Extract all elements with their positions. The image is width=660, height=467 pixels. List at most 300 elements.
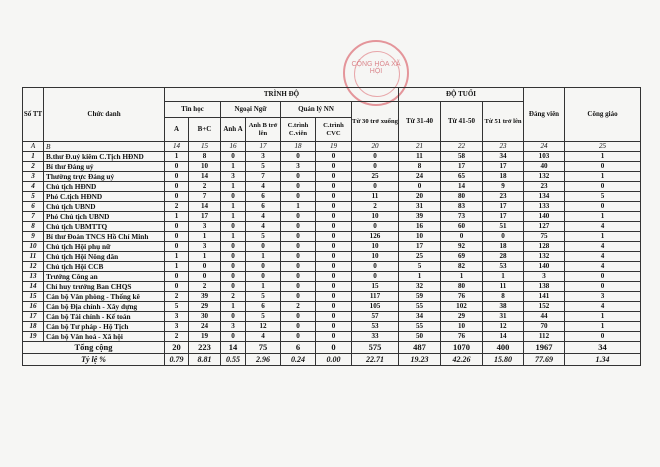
table-row bbox=[23, 242, 641, 252]
table-row bbox=[23, 292, 641, 302]
table-row bbox=[23, 192, 641, 202]
column-number: 21 bbox=[399, 142, 441, 152]
row-value: 0 bbox=[281, 172, 316, 182]
row-value: 126 bbox=[352, 232, 399, 242]
table-row bbox=[23, 222, 641, 232]
row-value: 19 bbox=[189, 332, 221, 342]
row-title: Chủ tịch Hội Nông dân bbox=[44, 252, 165, 262]
percent-value: 1.34 bbox=[565, 354, 641, 366]
row-value: 0 bbox=[316, 152, 352, 162]
row-value: 1 bbox=[165, 212, 189, 222]
row-value: 0 bbox=[281, 322, 316, 332]
row-value: 0 bbox=[221, 272, 246, 282]
row-value: 17 bbox=[441, 162, 483, 172]
row-value: 0 bbox=[281, 222, 316, 232]
percent-value: 0.55 bbox=[221, 354, 246, 366]
row-number: 12 bbox=[23, 262, 44, 272]
table-row bbox=[23, 162, 641, 172]
row-value: 1 bbox=[165, 252, 189, 262]
header-tin-hoc: Tin học bbox=[165, 102, 221, 118]
row-value: 29 bbox=[189, 302, 221, 312]
header-bc: B+C bbox=[189, 118, 221, 142]
row-title: Cán bộ Văn phòng - Thống kê bbox=[44, 292, 165, 302]
row-number: 1 bbox=[23, 152, 44, 162]
percent-value: 19.23 bbox=[399, 354, 441, 366]
row-title: Cán bộ Văn hoá - Xã hội bbox=[44, 332, 165, 342]
percent-value: 0.79 bbox=[165, 354, 189, 366]
percent-value: 15.80 bbox=[483, 354, 524, 366]
row-value: 0 bbox=[565, 282, 641, 292]
row-number: 10 bbox=[23, 242, 44, 252]
table-body bbox=[23, 142, 641, 366]
header-dang-vien: Đảng viên bbox=[524, 88, 565, 142]
row-value: 4 bbox=[246, 182, 281, 192]
header-t31: Từ 31-40 bbox=[399, 102, 441, 142]
row-value: 0 bbox=[316, 232, 352, 242]
row-value: 12 bbox=[483, 322, 524, 332]
row-value: 5 bbox=[165, 302, 189, 312]
row-value: 5 bbox=[246, 232, 281, 242]
row-value: 0 bbox=[565, 202, 641, 212]
row-value: 70 bbox=[524, 322, 565, 332]
row-value: 0 bbox=[316, 252, 352, 262]
row-value: 5 bbox=[246, 312, 281, 322]
row-value: 0 bbox=[352, 182, 399, 192]
row-value: 4 bbox=[246, 222, 281, 232]
row-value: 20 bbox=[399, 192, 441, 202]
total-value: 1967 bbox=[524, 342, 565, 354]
row-value: 65 bbox=[441, 172, 483, 182]
row-value: 9 bbox=[483, 182, 524, 192]
row-value: 24 bbox=[399, 172, 441, 182]
row-value: 0 bbox=[165, 272, 189, 282]
row-value: 1 bbox=[399, 272, 441, 282]
row-value: 73 bbox=[441, 212, 483, 222]
row-value: 0 bbox=[281, 242, 316, 252]
row-value: 69 bbox=[441, 252, 483, 262]
row-value: 0 bbox=[281, 282, 316, 292]
row-value: 0 bbox=[246, 272, 281, 282]
row-value: 0 bbox=[221, 282, 246, 292]
row-value: 133 bbox=[524, 202, 565, 212]
row-value: 0 bbox=[316, 292, 352, 302]
row-value: 127 bbox=[524, 222, 565, 232]
column-number: 23 bbox=[483, 142, 524, 152]
row-value: 0 bbox=[316, 222, 352, 232]
row-value: 3 bbox=[221, 172, 246, 182]
row-value: 140 bbox=[524, 212, 565, 222]
row-value: 11 bbox=[399, 152, 441, 162]
row-value: 10 bbox=[441, 322, 483, 332]
total-value: 34 bbox=[565, 342, 641, 354]
row-value: 0 bbox=[316, 272, 352, 282]
row-value: 2 bbox=[165, 202, 189, 212]
row-value: 32 bbox=[399, 282, 441, 292]
total-value: 14 bbox=[221, 342, 246, 354]
row-value: 1 bbox=[189, 252, 221, 262]
row-value: 2 bbox=[221, 292, 246, 302]
row-value: 134 bbox=[524, 192, 565, 202]
row-value: 5 bbox=[565, 192, 641, 202]
row-value: 55 bbox=[399, 322, 441, 332]
row-value: 4 bbox=[565, 262, 641, 272]
row-value: 4 bbox=[565, 222, 641, 232]
table-row bbox=[23, 262, 641, 272]
total-label: Tổng cộng bbox=[23, 342, 165, 354]
row-number: 2 bbox=[23, 162, 44, 172]
header-do-tuoi: ĐỘ TUỔI bbox=[399, 88, 524, 102]
row-value: 4 bbox=[246, 332, 281, 342]
total-value: 1070 bbox=[441, 342, 483, 354]
row-value: 2 bbox=[352, 202, 399, 212]
row-value: 33 bbox=[352, 332, 399, 342]
row-value: 14 bbox=[189, 172, 221, 182]
row-value: 34 bbox=[483, 152, 524, 162]
total-value: 400 bbox=[483, 342, 524, 354]
row-value: 39 bbox=[399, 212, 441, 222]
table-row bbox=[23, 322, 641, 332]
row-number: 15 bbox=[23, 292, 44, 302]
percent-value: 2.96 bbox=[246, 354, 281, 366]
row-value: 0 bbox=[316, 282, 352, 292]
row-value: 103 bbox=[524, 152, 565, 162]
header-ctrinh-cvc: C.trình CVC bbox=[316, 118, 352, 142]
row-value: 31 bbox=[483, 312, 524, 322]
header-anh-a: Anh A bbox=[221, 118, 246, 142]
official-seal: CỘNG HÒA XÃ HỘI bbox=[343, 40, 409, 106]
row-value: 4 bbox=[565, 252, 641, 262]
column-number: 22 bbox=[441, 142, 483, 152]
row-value: 0 bbox=[352, 162, 399, 172]
row-value: 0 bbox=[316, 212, 352, 222]
row-value: 141 bbox=[524, 292, 565, 302]
total-value: 6 bbox=[281, 342, 316, 354]
table-row bbox=[23, 312, 641, 322]
row-value: 0 bbox=[281, 232, 316, 242]
row-value: 112 bbox=[524, 332, 565, 342]
row-title: Chỉ huy trưởng Ban CHQS bbox=[44, 282, 165, 292]
row-value: 3 bbox=[281, 162, 316, 172]
row-value: 4 bbox=[565, 302, 641, 312]
row-value: 0 bbox=[246, 242, 281, 252]
row-title: Chủ tịch HĐND bbox=[44, 182, 165, 192]
row-value: 24 bbox=[189, 322, 221, 332]
header-trinh-do: TRÌNH ĐỘ bbox=[165, 88, 399, 102]
row-number: 9 bbox=[23, 232, 44, 242]
percent-value: 8.81 bbox=[189, 354, 221, 366]
column-number: 19 bbox=[316, 142, 352, 152]
percent-label: Tỷ lệ % bbox=[23, 354, 165, 366]
row-value: 0 bbox=[281, 212, 316, 222]
row-value: 132 bbox=[524, 172, 565, 182]
row-value: 1 bbox=[221, 212, 246, 222]
row-value: 1 bbox=[281, 202, 316, 212]
row-value: 11 bbox=[352, 192, 399, 202]
row-value: 39 bbox=[189, 292, 221, 302]
row-value: 0 bbox=[221, 222, 246, 232]
row-value: 31 bbox=[399, 202, 441, 212]
row-value: 0 bbox=[316, 262, 352, 272]
row-value: 0 bbox=[281, 262, 316, 272]
row-value: 0 bbox=[281, 192, 316, 202]
header-tu30: Từ 30 trở xuống bbox=[352, 102, 399, 142]
row-title: B.thư Đ.uỷ kiêm C.Tịch HĐND bbox=[44, 152, 165, 162]
row-value: 5 bbox=[246, 292, 281, 302]
row-value: 80 bbox=[441, 192, 483, 202]
row-value: 0 bbox=[281, 252, 316, 262]
row-value: 3 bbox=[221, 322, 246, 332]
row-value: 17 bbox=[483, 212, 524, 222]
row-value: 0 bbox=[189, 272, 221, 282]
row-value: 3 bbox=[246, 152, 281, 162]
row-value: 102 bbox=[441, 302, 483, 312]
row-value: 58 bbox=[441, 152, 483, 162]
row-value: 138 bbox=[524, 282, 565, 292]
row-title: Phó Chủ tịch UBND bbox=[44, 212, 165, 222]
row-value: 1 bbox=[441, 272, 483, 282]
row-title: Chủ tịch Hội phụ nữ bbox=[44, 242, 165, 252]
row-value: 2 bbox=[165, 292, 189, 302]
row-value: 0 bbox=[316, 182, 352, 192]
row-value: 76 bbox=[441, 332, 483, 342]
row-value: 75 bbox=[524, 232, 565, 242]
row-title: Bí thư Đoàn TNCS Hồ Chí Minh bbox=[44, 232, 165, 242]
row-number: 16 bbox=[23, 302, 44, 312]
row-value: 1 bbox=[483, 272, 524, 282]
row-value: 17 bbox=[483, 162, 524, 172]
total-row bbox=[23, 342, 641, 354]
row-value: 53 bbox=[483, 262, 524, 272]
percent-row bbox=[23, 354, 641, 366]
row-number: 5 bbox=[23, 192, 44, 202]
row-value: 6 bbox=[246, 192, 281, 202]
row-value: 2 bbox=[189, 282, 221, 292]
row-value: 51 bbox=[483, 222, 524, 232]
row-value: 59 bbox=[399, 292, 441, 302]
header-chuc-danh: Chức danh bbox=[44, 88, 165, 142]
row-value: 16 bbox=[399, 222, 441, 232]
row-value: 1 bbox=[221, 232, 246, 242]
row-value: 4 bbox=[246, 212, 281, 222]
personnel-table bbox=[22, 87, 641, 366]
row-value: 53 bbox=[352, 322, 399, 332]
row-value: 34 bbox=[399, 312, 441, 322]
row-title: Chủ tịch UBND bbox=[44, 202, 165, 212]
column-number: 15 bbox=[189, 142, 221, 152]
table-row bbox=[23, 172, 641, 182]
column-number-row bbox=[23, 142, 641, 152]
row-value: 83 bbox=[441, 202, 483, 212]
row-value: 0 bbox=[352, 272, 399, 282]
row-value: 0 bbox=[281, 332, 316, 342]
row-value: 10 bbox=[352, 212, 399, 222]
header-t51: Từ 51 trở lên bbox=[483, 102, 524, 142]
row-number: 18 bbox=[23, 322, 44, 332]
row-value: 0 bbox=[316, 302, 352, 312]
column-number: 17 bbox=[246, 142, 281, 152]
row-value: 0 bbox=[565, 332, 641, 342]
row-value: 0 bbox=[281, 272, 316, 282]
header-anh-b: Anh B trở lên bbox=[246, 118, 281, 142]
percent-value: 77.69 bbox=[524, 354, 565, 366]
column-number: 25 bbox=[565, 142, 641, 152]
row-value: 3 bbox=[189, 222, 221, 232]
row-value: 10 bbox=[189, 162, 221, 172]
row-number: 19 bbox=[23, 332, 44, 342]
row-value: 17 bbox=[189, 212, 221, 222]
row-value: 0 bbox=[165, 182, 189, 192]
total-value: 223 bbox=[189, 342, 221, 354]
row-number: 6 bbox=[23, 202, 44, 212]
table-row bbox=[23, 252, 641, 262]
row-value: 0 bbox=[165, 232, 189, 242]
table-row bbox=[23, 182, 641, 192]
column-number: 20 bbox=[352, 142, 399, 152]
row-value: 0 bbox=[281, 152, 316, 162]
table-row bbox=[23, 272, 641, 282]
row-value: 3 bbox=[189, 242, 221, 252]
row-value: 30 bbox=[189, 312, 221, 322]
row-value: 0 bbox=[316, 332, 352, 342]
row-value: 0 bbox=[316, 202, 352, 212]
row-value: 2 bbox=[165, 332, 189, 342]
row-value: 25 bbox=[399, 252, 441, 262]
row-value: 0 bbox=[316, 172, 352, 182]
percent-value: 0.24 bbox=[281, 354, 316, 366]
row-value: 0 bbox=[316, 322, 352, 332]
row-value: 28 bbox=[483, 252, 524, 262]
header-a: A bbox=[165, 118, 189, 142]
row-value: 0 bbox=[165, 172, 189, 182]
row-value: 8 bbox=[399, 162, 441, 172]
row-value: 0 bbox=[221, 152, 246, 162]
row-value: 3 bbox=[565, 292, 641, 302]
row-value: 0 bbox=[352, 262, 399, 272]
column-number: 24 bbox=[524, 142, 565, 152]
row-value: 140 bbox=[524, 262, 565, 272]
row-value: 0 bbox=[165, 192, 189, 202]
row-value: 40 bbox=[524, 162, 565, 172]
header-stt: Số TT bbox=[23, 88, 44, 142]
row-value: 0 bbox=[352, 222, 399, 232]
row-value: 1 bbox=[565, 172, 641, 182]
row-value: 82 bbox=[441, 262, 483, 272]
row-value: 44 bbox=[524, 312, 565, 322]
table-header bbox=[23, 88, 641, 142]
row-value: 0 bbox=[165, 282, 189, 292]
row-value: 11 bbox=[483, 282, 524, 292]
row-value: 1 bbox=[165, 262, 189, 272]
row-value: 0 bbox=[316, 312, 352, 322]
row-value: 0 bbox=[165, 222, 189, 232]
row-value: 3 bbox=[524, 272, 565, 282]
row-value: 92 bbox=[441, 242, 483, 252]
row-value: 0 bbox=[441, 232, 483, 242]
row-value: 57 bbox=[352, 312, 399, 322]
row-value: 23 bbox=[524, 182, 565, 192]
row-value: 1 bbox=[565, 152, 641, 162]
total-value: 75 bbox=[246, 342, 281, 354]
row-value: 25 bbox=[352, 172, 399, 182]
table-row bbox=[23, 202, 641, 212]
row-value: 0 bbox=[352, 152, 399, 162]
row-value: 1 bbox=[565, 312, 641, 322]
row-value: 132 bbox=[524, 252, 565, 262]
column-number: 18 bbox=[281, 142, 316, 152]
row-value: 2 bbox=[281, 302, 316, 312]
row-number: 8 bbox=[23, 222, 44, 232]
row-value: 0 bbox=[221, 252, 246, 262]
row-value: 105 bbox=[352, 302, 399, 312]
row-value: 2 bbox=[189, 182, 221, 192]
row-value: 6 bbox=[246, 302, 281, 312]
row-number: 3 bbox=[23, 172, 44, 182]
header-ctrinh-cv: C.trình C.viên bbox=[281, 118, 316, 142]
row-value: 10 bbox=[352, 252, 399, 262]
row-title: Chủ tịch UBMTTQ bbox=[44, 222, 165, 232]
table-row bbox=[23, 212, 641, 222]
total-value: 0 bbox=[316, 342, 352, 354]
total-value: 20 bbox=[165, 342, 189, 354]
row-value: 10 bbox=[352, 242, 399, 252]
row-value: 1 bbox=[246, 282, 281, 292]
row-value: 8 bbox=[189, 152, 221, 162]
header-ngoai-ngu: Ngoại Ngữ bbox=[221, 102, 281, 118]
row-value: 3 bbox=[165, 312, 189, 322]
row-value: 1 bbox=[565, 232, 641, 242]
row-value: 29 bbox=[441, 312, 483, 322]
row-value: 55 bbox=[399, 302, 441, 312]
row-value: 0 bbox=[165, 162, 189, 172]
row-value: 18 bbox=[483, 172, 524, 182]
row-value: 5 bbox=[399, 262, 441, 272]
row-value: 80 bbox=[441, 282, 483, 292]
total-value: 575 bbox=[352, 342, 399, 354]
row-number: 14 bbox=[23, 282, 44, 292]
row-number: 4 bbox=[23, 182, 44, 192]
column-number: A bbox=[23, 142, 44, 152]
row-title: Phó C.tịch HĐND bbox=[44, 192, 165, 202]
row-value: 1 bbox=[189, 232, 221, 242]
percent-value: 22.71 bbox=[352, 354, 399, 366]
row-value: 0 bbox=[281, 312, 316, 322]
percent-value: 0.00 bbox=[316, 354, 352, 366]
row-number: 17 bbox=[23, 312, 44, 322]
row-value: 15 bbox=[352, 282, 399, 292]
row-number: 13 bbox=[23, 272, 44, 282]
row-value: 152 bbox=[524, 302, 565, 312]
header-quan-ly-nn: Quản lý NN bbox=[281, 102, 352, 118]
row-value: 10 bbox=[399, 232, 441, 242]
row-value: 7 bbox=[246, 172, 281, 182]
row-value: 4 bbox=[565, 242, 641, 252]
row-value: 1 bbox=[221, 182, 246, 192]
row-value: 3 bbox=[165, 322, 189, 332]
row-title: Chủ tịch Hội CCB bbox=[44, 262, 165, 272]
row-value: 14 bbox=[483, 332, 524, 342]
row-value: 1 bbox=[165, 152, 189, 162]
row-value: 0 bbox=[221, 262, 246, 272]
row-value: 0 bbox=[221, 332, 246, 342]
row-value: 38 bbox=[483, 302, 524, 312]
row-value: 12 bbox=[246, 322, 281, 332]
row-number: 7 bbox=[23, 212, 44, 222]
row-value: 1 bbox=[565, 322, 641, 332]
row-value: 0 bbox=[316, 162, 352, 172]
row-value: 14 bbox=[441, 182, 483, 192]
row-value: 18 bbox=[483, 242, 524, 252]
row-value: 17 bbox=[399, 242, 441, 252]
